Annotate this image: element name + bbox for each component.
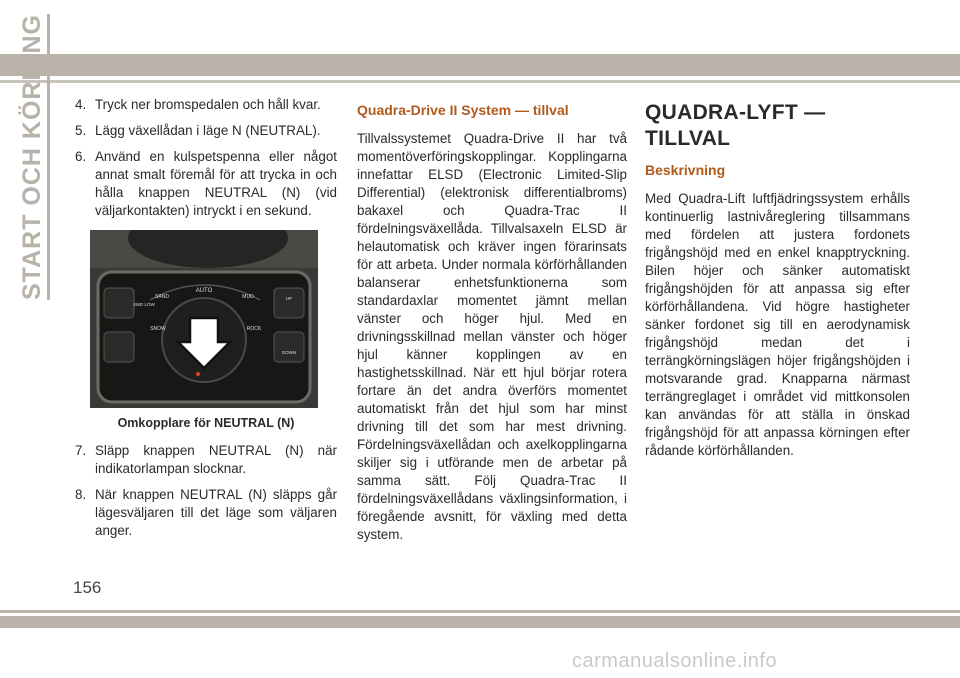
steps-list-a [75, 96, 337, 220]
quadra-lift-title: QUADRA-LYFT — TILLVAL [645, 101, 826, 150]
auto-label: AUTO [195, 288, 213, 294]
rock-label: ROCK [246, 326, 262, 332]
fwd-low-label: 4WD LOW [133, 302, 155, 307]
header-rule [0, 80, 960, 83]
watermark-text: carmanualsonline.info [572, 650, 778, 672]
mud-label: MUD [242, 294, 254, 300]
left-column [75, 96, 337, 548]
footer-rule [0, 610, 960, 613]
step-text: Släpp knappen NEUTRAL (N) när indikatorlampan slocknar. [95, 443, 337, 476]
down-label: DOWN [281, 350, 297, 355]
header-band [0, 54, 960, 76]
step-number: 7. [75, 443, 87, 458]
sand-label: SAND [155, 294, 169, 300]
list-item [75, 442, 337, 478]
step-text: Använd en kulspetspenna eller något annat smalt föremål för att trycka in och hålla knappen NEUTRAL (N) (vid väljarkontakten) intryckt i en sekund. [95, 149, 337, 218]
right-column [645, 100, 910, 460]
quadra-drive-heading: Quadra-Drive II System — tillval [357, 102, 569, 118]
step-number: 8. [75, 487, 87, 502]
up-label: UP [285, 296, 293, 301]
step-number: 5. [75, 123, 87, 138]
figure-caption: Omkopplare för NEUTRAL (N) [117, 416, 295, 430]
step-text: Lägg växellådan i läge N (NEUTRAL). [95, 123, 321, 138]
page-number: 156 [73, 578, 102, 597]
terrain-switch-illustration [90, 230, 318, 408]
step-text: När knappen NEUTRAL (N) släpps går lägesväljaren till det läge som väljaren anger. [95, 487, 337, 538]
step-number: 6. [75, 149, 87, 164]
footer-band [0, 616, 960, 628]
list-item [75, 148, 337, 220]
quadra-lift-body: Med Quadra-Lift luftfjädringssystem erhålls kontinuerlig lastnivåreglering tillsammans med fördelen att justera fordonets frigångshöjd med en enkel knapptryckning. Bilen höjer och sänker automatiskt frigångshöjden för att anpassa sig efter körförhållandena. Vid högre hastigheter sänker fordonet sig till en aerodynamisk frigångshöjd medan det i terrängkörningslägen höjer frigångshöjden i motsvarande grad. Knapparna närmast terrängreglaget i området vid mittkonsolen kan användas för att ställa in önskad frigångshöjd för att anpassa körningen efter rådande körförhållanden. [645, 191, 910, 458]
description-heading: Beskrivning [645, 162, 726, 178]
snow-label: SNOW [150, 326, 166, 332]
step-number: 4. [75, 97, 87, 112]
section-side-tab: START OCH KÖRNING [18, 14, 50, 300]
neutral-switch-figure [90, 230, 318, 408]
steps-list-b [75, 442, 337, 540]
list-item [75, 122, 337, 140]
step-text: Tryck ner bromspedalen och håll kvar. [95, 97, 321, 112]
list-item [75, 486, 337, 540]
middle-column [357, 100, 627, 544]
quadra-drive-body: Tillvalssystemet Quadra-Drive II har två momentöverföringskopplingar. Kopplingarna innefattar ELSD (Electronic Limited-Slip Differential) (elektronisk differentialbroms) bakaxel och Quadra-Trac II fördelningsväxellåda. Tillvalsaxeln ELSD är helautomatisk och kräver ingen förarinsats för att arbeta. Under normala körförhållanden balanserar enhetsfunktionerna som standardaxlar momentet jämnt mellan vänster och höger hjul. Med en drivningsskillnad mellan vänster och höger hjul känner kopplingen av en hastighetsskillnad. När ett hjul börjar rotera fortare än det andra överförs momentet automatiskt från det hjul som har minst drivning till det som har mest drivning. Fördelningsväxellådan och axelkopplingarna skiljer sig i utförande men de arbetar på samma sätt. Följ Quadra-Trac II fördelningsväxellådans växlingsinformation, i föregående avsnitt, för växling med detta system. [357, 131, 627, 542]
list-item [75, 96, 337, 114]
